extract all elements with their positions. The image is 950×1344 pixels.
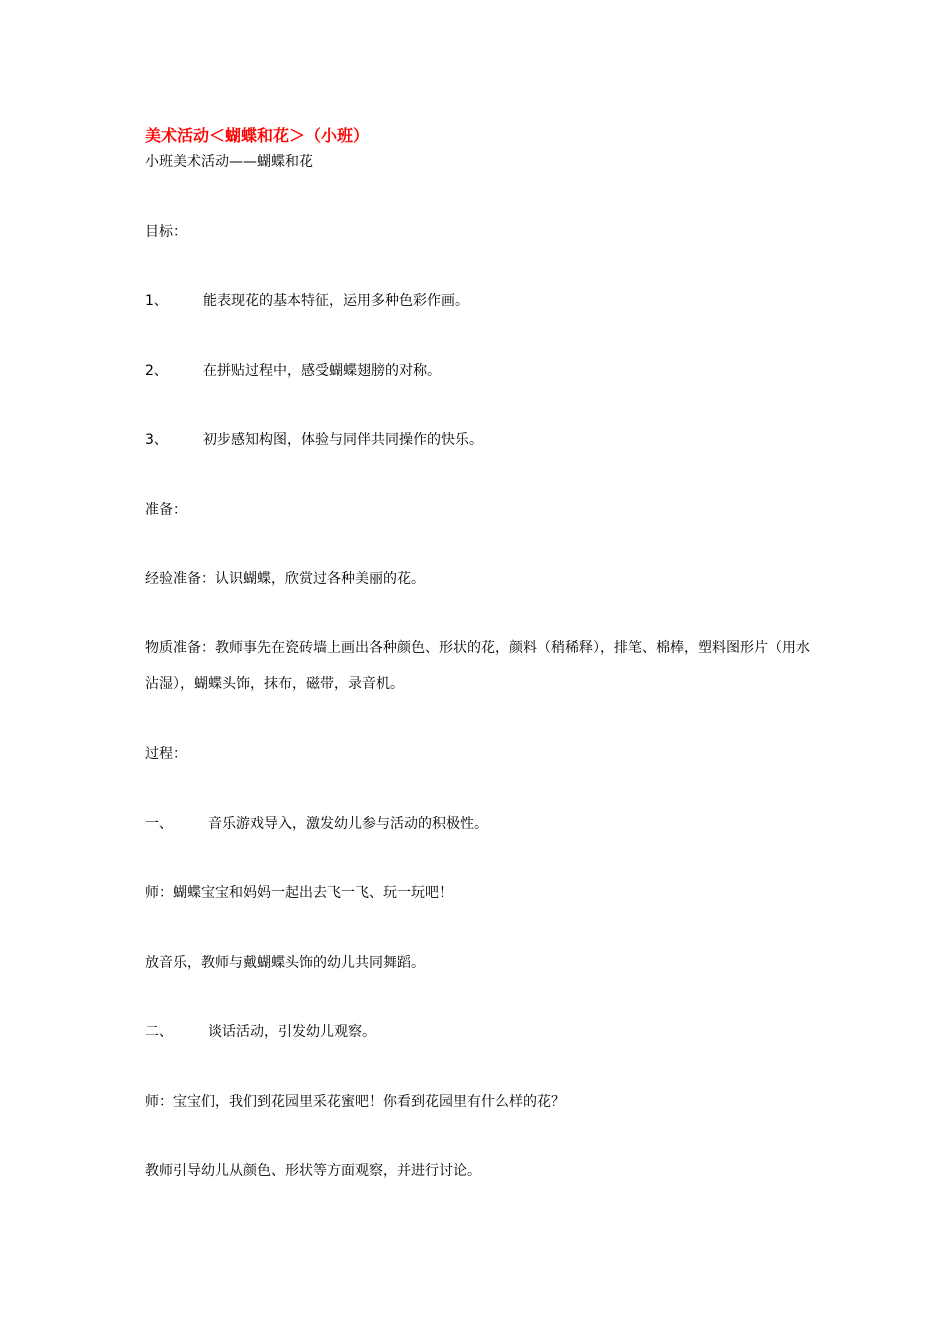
goals-heading: 目标： (145, 224, 187, 240)
goal-item-1 (145, 291, 469, 311)
goal-number: 2、 (145, 363, 168, 379)
goal-number: 3、 (145, 432, 168, 448)
step-number: 一、 (145, 816, 173, 832)
step-text: 音乐游戏导入，激发幼儿参与活动的积极性。 (208, 816, 488, 832)
step-2-action: 教师引导幼儿从颜色、形状等方面观察，并进行讨论。 (145, 1163, 481, 1179)
step-1-teacher-line: 师：蝴蝶宝宝和妈妈一起出去飞一飞、玩一玩吧！ (145, 885, 453, 901)
step-2 (145, 1022, 376, 1042)
document-title: 美术活动＜蝴蝶和花＞（小班） (145, 126, 370, 145)
step-text: 谈话活动，引发幼儿观察。 (208, 1024, 376, 1040)
goal-text: 能表现花的基本特征，运用多种色彩作画。 (203, 293, 469, 309)
step-2-teacher-line: 师：宝宝们，我们到花园里采花蜜吧！你看到花园里有什么样的花？ (145, 1094, 565, 1110)
goal-number: 1、 (145, 293, 168, 309)
document-subtitle: 小班美术活动——蝴蝶和花 (145, 154, 313, 170)
goal-text: 初步感知构图，体验与同伴共同操作的快乐。 (203, 432, 483, 448)
prep-experience: 经验准备：认识蝴蝶，欣赏过各种美丽的花。 (145, 571, 425, 587)
goal-text: 在拼贴过程中，感受蝴蝶翅膀的对称。 (203, 363, 441, 379)
step-number: 二、 (145, 1024, 173, 1040)
process-heading: 过程： (145, 746, 187, 762)
step-1-action: 放音乐，教师与戴蝴蝶头饰的幼儿共同舞蹈。 (145, 955, 425, 971)
step-1 (145, 814, 488, 834)
prep-heading: 准备： (145, 502, 187, 518)
prep-material: 物质准备：教师事先在瓷砖墙上画出各种颜色、形状的花，颜料（稍稀释），排笔、棉棒，塑料图形片（用水沾湿），蝴蝶头饰，抹布，磁带，录音机。 (145, 640, 810, 692)
goal-item-3 (145, 430, 483, 450)
goal-item-2 (145, 361, 441, 381)
